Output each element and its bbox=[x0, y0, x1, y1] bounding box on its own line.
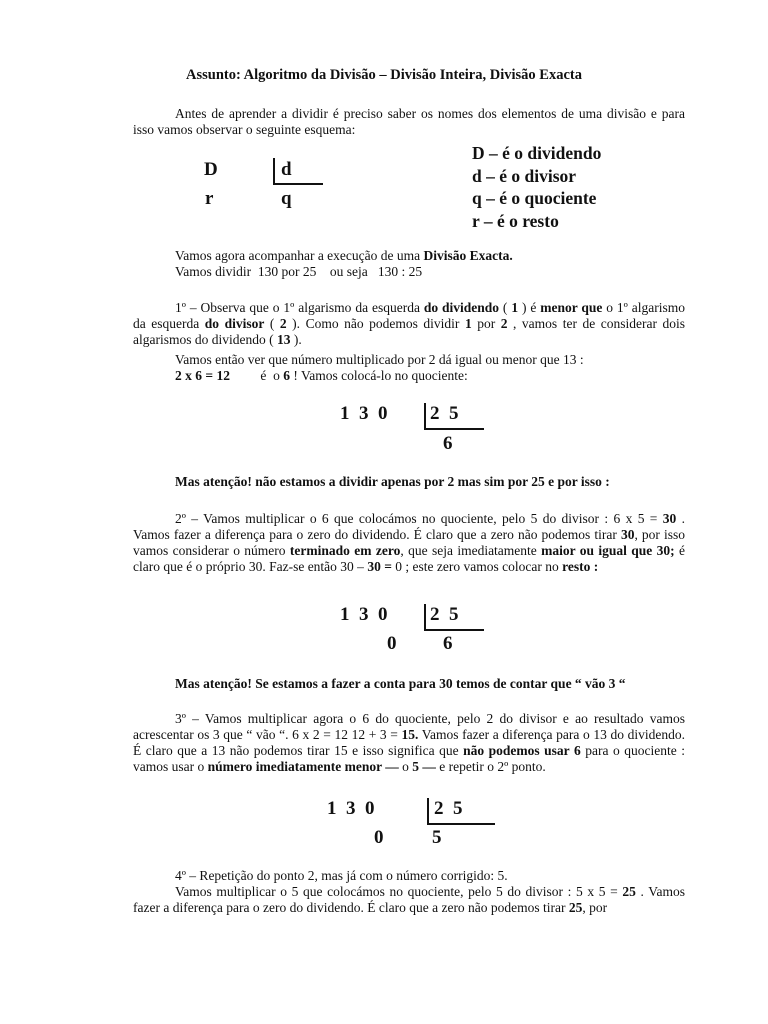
dividend: 1 3 0 bbox=[340, 403, 388, 424]
note-1: Mas atenção! não estamos a dividir apenas por 2 mas sim por 25 e por isso : bbox=[175, 474, 610, 489]
step3-paragraph: 3º – Vamos multiplicar agora o 6 do quociente, pelo 2 do divisor e ao resultado vamos acrescentar os 3 que “ vão “. 6 x 2 = 12 12 + 3 = 15. Vamos fazer a diferença para o 13 do dividendo. É claro que a 13 não podemos tirar 15 e isso significa que não podemos usar 6 para o quociente : vamos usar o número imediatamente menor — o 5 — e repetir o 2º ponto. bbox=[133, 711, 685, 774]
quotient: 6 bbox=[443, 633, 453, 654]
legend-item-dividend: D – é o dividendo bbox=[472, 143, 602, 163]
division-vertical-line bbox=[424, 604, 426, 631]
step4-paragraph: Vamos multiplicar o 5 que colocámos no quociente, pelo 5 do divisor : 5 x 5 = 25 . Vamos fazer a diferença para o zero do dividendo. É claro que a zero não podemos tirar 25, por bbox=[133, 884, 685, 915]
division-vertical-line bbox=[424, 403, 426, 430]
remainder: 0 bbox=[387, 633, 397, 654]
divisor: 2 5 bbox=[430, 604, 459, 625]
step2-paragraph: 2º – Vamos multiplicar o 6 que colocámos no quociente, pelo 5 do divisor : 6 x 5 = 30 . Vamos fazer a diferença para o zero do dividendo. É claro que a zero não podemos tirar 30, por isso vamos considerar o número terminado em zero, que seja imediatamente maior ou igual que 30; é claro que é o próprio 30. Faz-se então 30 – 30 = 0 ; este zero vamos colocar no resto : bbox=[133, 511, 686, 574]
divisor: 2 5 bbox=[434, 798, 463, 819]
legend-item-quotient: q – é o quociente bbox=[472, 188, 597, 208]
note-2: Mas atenção! Se estamos a fazer a conta para 30 temos de contar que “ vão 3 “ bbox=[175, 676, 626, 691]
intro-paragraph: Antes de aprender a dividir é preciso saber os nomes dos elementos de uma divisão e para isso vamos observar o seguinte esquema: bbox=[133, 106, 685, 137]
schema-quotient: q bbox=[281, 188, 292, 209]
quotient: 5 bbox=[432, 827, 442, 848]
step1-line3: 2 x 6 = 12 é o 6 ! Vamos colocá-lo no quociente: bbox=[175, 368, 468, 383]
division-vertical-line bbox=[427, 798, 429, 825]
schema-divisor: d bbox=[281, 159, 292, 180]
division-horizontal-line bbox=[427, 823, 495, 825]
dividend: 1 3 0 bbox=[340, 604, 388, 625]
schema-remainder: r bbox=[205, 188, 214, 209]
remainder: 0 bbox=[374, 827, 384, 848]
schema-vertical-line bbox=[273, 158, 275, 185]
schema-horizontal-line bbox=[273, 183, 323, 185]
page-title: Assunto: Algoritmo da Divisão – Divisão Inteira, Divisão Exacta bbox=[186, 67, 582, 83]
example-line: Vamos dividir 130 por 25 ou seja 130 : 25 bbox=[175, 264, 423, 279]
step4-line1: 4º – Repetição do ponto 2, mas já com o número corrigido: 5. bbox=[175, 868, 508, 883]
division-horizontal-line bbox=[424, 428, 484, 430]
quotient: 6 bbox=[443, 433, 453, 454]
dividend: 1 3 0 bbox=[327, 798, 375, 819]
schema-legend bbox=[472, 142, 601, 232]
schema-dividend: D bbox=[204, 159, 218, 180]
step1-paragraph: 1º – Observa que o 1º algarismo da esquerda do dividendo ( 1 ) é menor que o 1º algarismo da esquerda do divisor ( 2 ). Como não podemos dividir 1 por 2 , vamos ter de considerar dois algarismos do dividendo ( 13 ). bbox=[133, 300, 686, 347]
division-horizontal-line bbox=[424, 629, 484, 631]
divisor: 2 5 bbox=[430, 403, 459, 424]
step1-line2: Vamos então ver que número multiplicado por 2 dá igual ou menor que 13 : bbox=[175, 352, 584, 367]
exact-division-line: Vamos agora acompanhar a execução de uma Divisão Exacta. bbox=[175, 248, 513, 263]
legend-item-remainder: r – é o resto bbox=[472, 210, 559, 231]
legend-item-divisor: d – é o divisor bbox=[472, 165, 577, 186]
